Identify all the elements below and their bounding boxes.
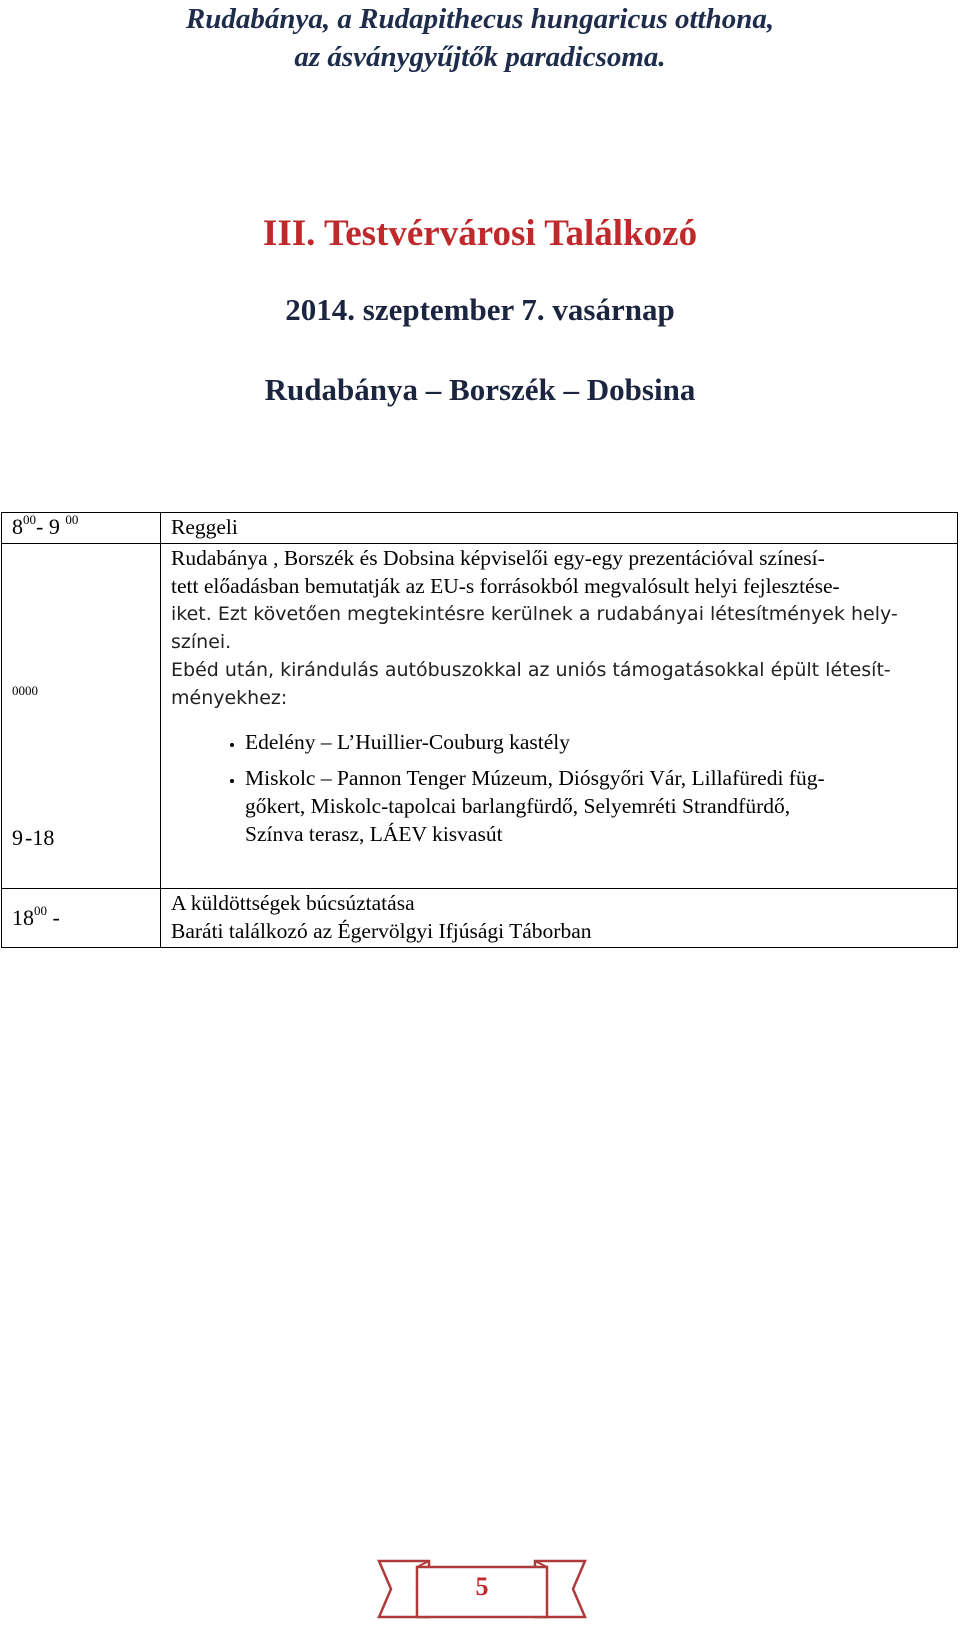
excursion-text-line: ményekhez: xyxy=(171,687,288,709)
motto xyxy=(0,0,960,76)
presentation-text-line: Rudabánya , Borszék és Dobsina képviselői egy-egy prezentációval színesí- xyxy=(171,546,825,570)
document-header xyxy=(0,0,960,76)
description-cell xyxy=(161,544,958,889)
list-item: • Edelény – L’Huillier-Couburg kastély xyxy=(245,728,947,756)
page-number-ribbon xyxy=(377,1559,587,1619)
page-number: 5 xyxy=(475,1572,489,1601)
excursion-text-line: Ebéd után, kirándulás autóbuszokkal az uniós támogatásokkal épült létesít- xyxy=(171,659,891,681)
schedule-table xyxy=(1,512,958,948)
presentation-text-line: tett előadásban bemutatják az EU-s forrásokból megvalósult helyi fejlesztése- xyxy=(171,574,840,598)
event-title: III. Testvérvárosi Találkozó xyxy=(262,213,698,254)
event-date: 2014. szeptember 7. vasárnap xyxy=(285,292,675,327)
meeting-text: Baráti találkozó az Égervölgyi Ifjúsági Táborban xyxy=(171,919,592,943)
list-item: • Miskolc – Pannon Tenger Múzeum, Diósgyőri Vár, Lillafüredi füg- gőkert, Miskolc-tapolcai barlangfürdő, Selyemréti Strandfürdő, Színva terasz, LÁEV kisvasút xyxy=(245,764,947,848)
time-cell: $18^{00}$ - xyxy=(2,889,161,948)
time-cell: $8^{00}-$ 9 $^{00}$ xyxy=(2,513,161,544)
schedule-row xyxy=(2,544,958,889)
presentation-text-line: színei. xyxy=(171,631,232,653)
breakfast-text: Reggeli xyxy=(171,515,238,539)
participating-towns: Rudabánya – Borszék – Dobsina xyxy=(264,372,696,407)
sites-list xyxy=(171,728,947,848)
motto-line-2: az ásványgyűjtők paradicsoma. xyxy=(294,41,666,73)
description-cell xyxy=(161,513,958,544)
farewell-text: A küldöttségek búcsúztatása xyxy=(171,891,415,915)
schedule-row xyxy=(2,513,958,544)
motto-line-1: Rudabánya, a Rudapithecus hungaricus otthona, xyxy=(185,3,775,35)
presentation-text-line: iket. Ezt követően megtekintésre kerülnek a rudabányai létesítmények hely- xyxy=(171,603,898,625)
description-cell xyxy=(161,889,958,948)
time-cell: 9 $^{00}$ -18 $^{00}$ xyxy=(2,544,161,889)
schedule-row xyxy=(2,889,958,948)
